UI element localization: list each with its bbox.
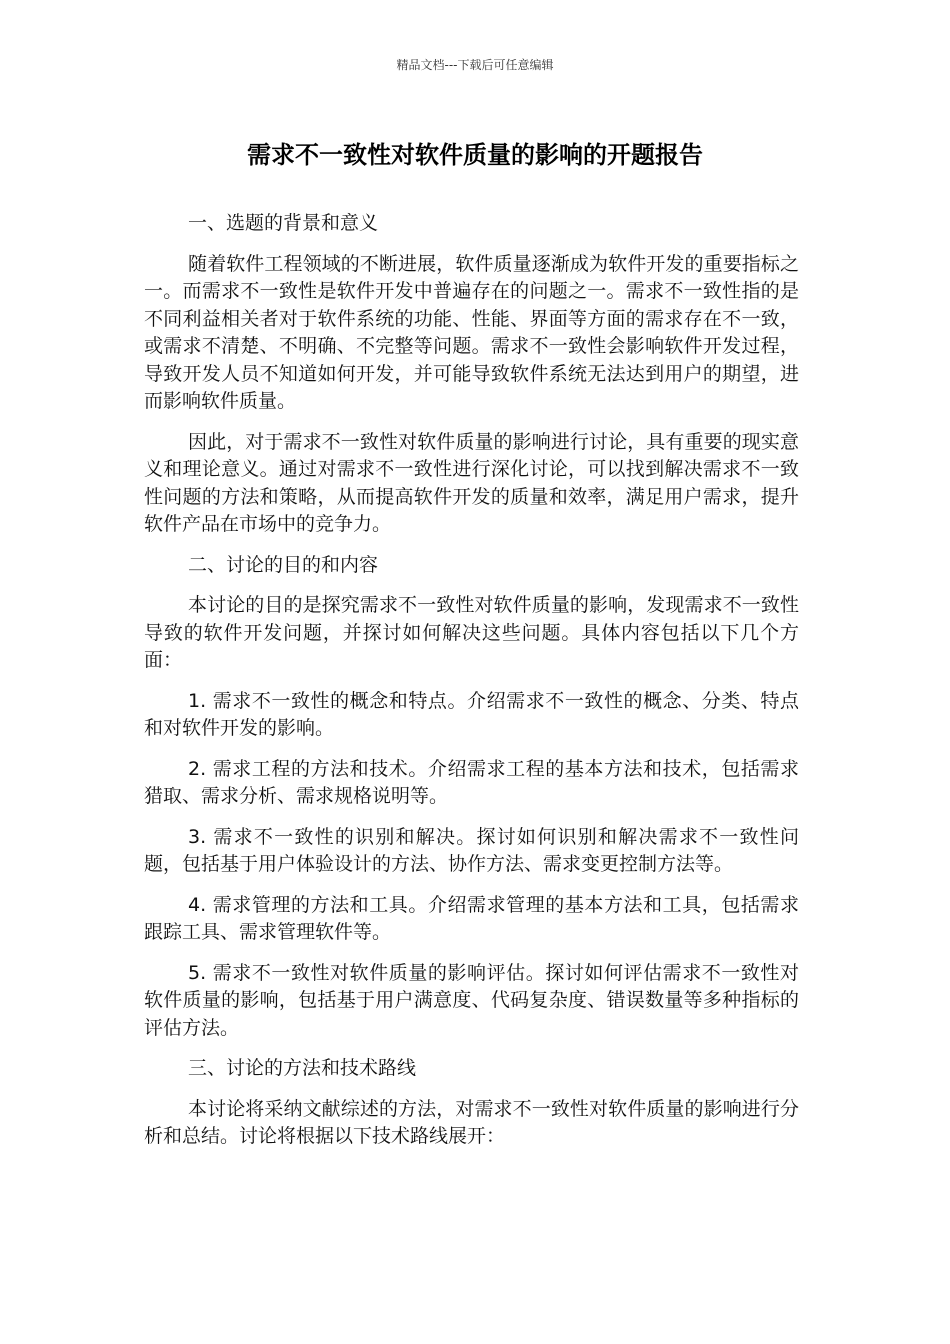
document-title: 需求不一致性对软件质量的影响的开题报告 (247, 141, 703, 169)
paragraph-background-2: 因此，对于需求不一致性对软件质量的影响进行讨论，具有重要的现实意义和理论意义。通过对需求不一致性进行深化讨论，可以找到解决需求不一致性问题的方法和策略，从而提高软件开发的质量和效率，满足用户需求，提升软件产品在市场中的竞争力。 (144, 430, 799, 535)
paragraph-purpose-intro: 本讨论的目的是探究需求不一致性对软件质量的影响，发现需求不一致性导致的软件开发问题，并探讨如何解决这些问题。具体内容包括以下几个方面： (144, 594, 799, 671)
list-item: 3. 需求不一致性的识别和解决。探讨如何识别和解决需求不一致性问题，包括基于用户体验设计的方法、协作方法、需求变更控制方法等。 (144, 825, 799, 875)
header-note: 精品文档---下载后可任意编辑 (396, 58, 554, 72)
paragraph-method-intro: 本讨论将采纳文献综述的方法，对需求不一致性对软件质量的影响进行分析和总结。讨论将根据以下技术路线展开： (144, 1097, 799, 1147)
list-item: 5. 需求不一致性对软件质量的影响评估。探讨如何评估需求不一致性对软件质量的影响，包括基于用户满意度、代码复杂度、错误数量等多种指标的评估方法。 (144, 961, 799, 1039)
document-body (144, 210, 799, 1164)
list-item: 1. 需求不一致性的概念和特点。介绍需求不一致性的概念、分类、特点和对软件开发的影响。 (144, 689, 799, 739)
list-item: 4. 需求管理的方法和工具。介绍需求管理的基本方法和工具，包括需求跟踪工具、需求管理软件等。 (144, 893, 799, 943)
list-item: 2. 需求工程的方法和技术。介绍需求工程的基本方法和技术，包括需求猎取、需求分析、需求规格说明等。 (144, 757, 799, 807)
section-heading-method: 三、讨论的方法和技术路线 (188, 1057, 417, 1079)
section-heading-purpose: 二、讨论的目的和内容 (188, 553, 379, 576)
paragraph-background-1: 随着软件工程领域的不断进展，软件质量逐渐成为软件开发的重要指标之一。而需求不一致性是软件开发中普遍存在的问题之一。需求不一致性指的是不同利益相关者对于软件系统的功能、性能、界面等方面的需求存在不一致，或需求不清楚、不明确、不完整等问题。需求不一致性会影响软件开发过程，导致开发人员不知道如何开发，并可能导致软件系统无法达到用户的期望，进而影响软件质量。 (144, 252, 799, 412)
section-heading-background: 一、选题的背景和意义 (188, 212, 379, 234)
